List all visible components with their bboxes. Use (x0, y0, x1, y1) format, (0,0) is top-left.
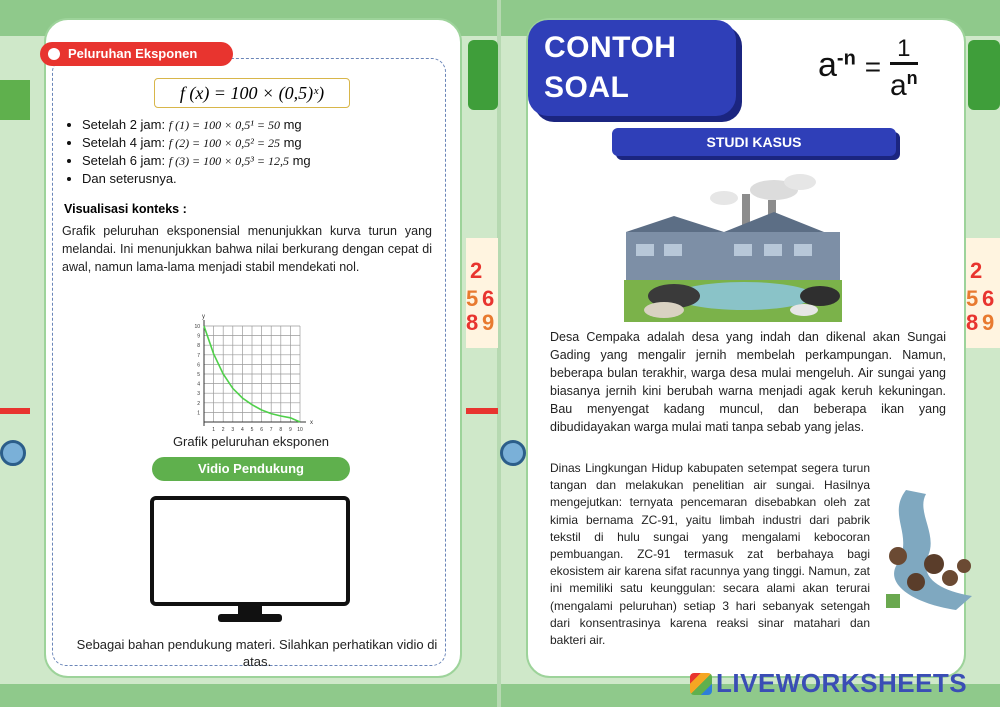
studi-kasus-banner: STUDI KASUS (612, 128, 896, 156)
x-tick-label: 3 (231, 427, 235, 433)
right-deco-card (966, 238, 1000, 348)
x-tick-label: 7 (269, 427, 273, 433)
x-tick-label: 6 (260, 427, 263, 433)
y-axis-label: y (202, 314, 205, 320)
left-deco-bar (0, 408, 30, 414)
left-deco-book (0, 80, 30, 120)
list-item (82, 152, 311, 170)
decay-graph-svg (186, 310, 316, 434)
formula-numerator: 1 (890, 36, 918, 65)
y-tick-label: 1 (197, 410, 200, 417)
formula-text: f (x) = 100 × (0,5)ˣ) (179, 83, 325, 103)
step-label: Dan seterusnya. (82, 171, 177, 186)
right-deco-book (968, 40, 1000, 110)
y-tick-label: 2 (197, 400, 200, 407)
step-label: Setelah 2 jam: (82, 117, 166, 132)
deco-number: 9 (482, 310, 495, 335)
deco-number: 6 (482, 286, 495, 311)
mid-deco-card (466, 238, 498, 348)
formula-box (154, 78, 350, 108)
step-unit: mg (292, 153, 311, 168)
mid-deco-bar (466, 408, 498, 414)
video-pill: Vidio Pendukung (152, 457, 350, 481)
river-image-icon (876, 486, 976, 616)
formula-fraction (889, 35, 918, 102)
monitor-icon (150, 496, 350, 624)
formula-base: a (818, 45, 837, 84)
step-unit: mg (283, 135, 302, 150)
deco-number: 8 (966, 310, 979, 335)
title-line-2: SOAL (544, 71, 630, 104)
y-tick-label: 6 (197, 362, 200, 369)
mid-deco-book (468, 40, 498, 110)
list-item (82, 116, 311, 134)
deco-number: 5 (466, 286, 479, 311)
negative-exponent-formula (818, 35, 918, 102)
formula-den-exp: n (906, 68, 918, 88)
y-tick-label: 4 (197, 381, 200, 388)
x-axis-label: x (310, 420, 313, 426)
section-pill-label: Peluruhan Eksponen (68, 46, 198, 61)
step-label: Setelah 4 jam: (82, 135, 166, 150)
video-player[interactable] (150, 496, 350, 624)
formula-equals: = (864, 50, 882, 82)
page-title (528, 20, 736, 116)
clock-icon (0, 440, 26, 466)
watermark-text: LIVEWORKSHEETS (716, 668, 968, 698)
deco-number: 8 (466, 310, 479, 335)
y-tick-label: 5 (197, 372, 200, 378)
deco-number: 5 (966, 286, 979, 311)
deco-number: 2 (970, 258, 983, 283)
deco-number: 9 (982, 310, 995, 335)
step-unit: mg (283, 117, 302, 132)
y-tick-label: 9 (197, 333, 200, 340)
deco-number: 6 (982, 286, 995, 311)
steps-list (60, 116, 311, 188)
left-page (44, 18, 462, 678)
vis-paragraph: Grafik peluruhan eksponensial menunjukkan kurva turun yang melandai. Ini menunjukkan bahwa nilai berkurang dengan cepat di awal, namun lama-lama menjadi stabil mendekati nol. (62, 224, 432, 274)
x-tick-label: 1 (212, 427, 215, 433)
case-paragraph-2: Dinas Lingkungan Hidup kabupaten setempat segera turun tangan dan melakukan penelitian air sungai. Hasilnya mengejutkan: ternyata pencemaran disebabkan oleh zat kimia bernama ZC-91, yaitu limbah industri dari pabrik tekstil di hulu sungai yang mengalami kebocoran pembuangan. ZC-91 termasuk zat berbahaya bagi ekosistem air karena sifat racunnya yang tinggi. Namun, zat ini memiliki satu keunggulan: secara alami akan terurai (mengalami peluruhan) setiap 3 hari sebanyak setengah dari konsentrasinya karena reaksi sinar matahari dan bakteri air. (550, 461, 870, 648)
liveworksheets-logo-icon (690, 673, 712, 695)
y-tick-label: 7 (197, 352, 200, 359)
step-expr: f (1) = 100 × 0,5¹ = 50 (168, 118, 280, 132)
case-paragraph-1: Desa Cempaka adalah desa yang indah dan dikenal akan Sungai Gading yang mengalir jernih membelah perkampungan. Namun, beberapa bulan terakhir, warga desa mulai mengeluh. Air sungai yang biasanya jernih kini berubah warna menjadi agak keruh kekuningan. Bau menyengat kadang muncul, dan beberapa ikan yang dibudidayakan warga mulai mati tanpa sebab yang jelas. (550, 330, 946, 434)
y-tick-label: 8 (197, 343, 200, 350)
polluted-factory-illustration (624, 172, 842, 322)
title-line-1: CONTOH (544, 31, 677, 64)
list-item (82, 170, 311, 188)
formula-exp: -n (836, 47, 856, 70)
x-tick-label: 10 (297, 427, 303, 433)
x-tick-label: 5 (250, 427, 254, 433)
section-pill (40, 42, 233, 66)
polluted-river-illustration (876, 486, 976, 616)
step-expr: f (3) = 100 × 0,5³ = 12,5 (168, 154, 289, 168)
factory-image-icon (624, 172, 842, 322)
y-tick-label: 10 (194, 324, 200, 330)
graph-caption: Grafik peluruhan eksponen (172, 434, 330, 449)
x-tick-label: 8 (279, 427, 283, 433)
watermark (690, 668, 967, 699)
decay-graph (186, 310, 316, 434)
video-caption: Sebagai bahan pendukung materi. Silahkan perhatikan vidio di atas. (76, 637, 438, 669)
bullet-dot-icon (48, 48, 60, 60)
x-tick-label: 4 (241, 427, 244, 433)
deco-number: 2 (470, 258, 483, 283)
right-page (526, 18, 966, 678)
y-tick-label: 3 (197, 391, 200, 398)
section-heading: Visualisasi konteks : (64, 202, 187, 216)
x-tick-label: 9 (289, 427, 292, 433)
step-expr: f (2) = 100 × 0,5² = 25 (168, 136, 280, 150)
list-item (82, 134, 311, 152)
step-label: Setelah 6 jam: (82, 153, 166, 168)
formula-den-base: a (889, 69, 907, 102)
clock-icon (500, 440, 526, 466)
formula-denominator (889, 65, 918, 102)
x-tick-label: 2 (221, 427, 225, 433)
